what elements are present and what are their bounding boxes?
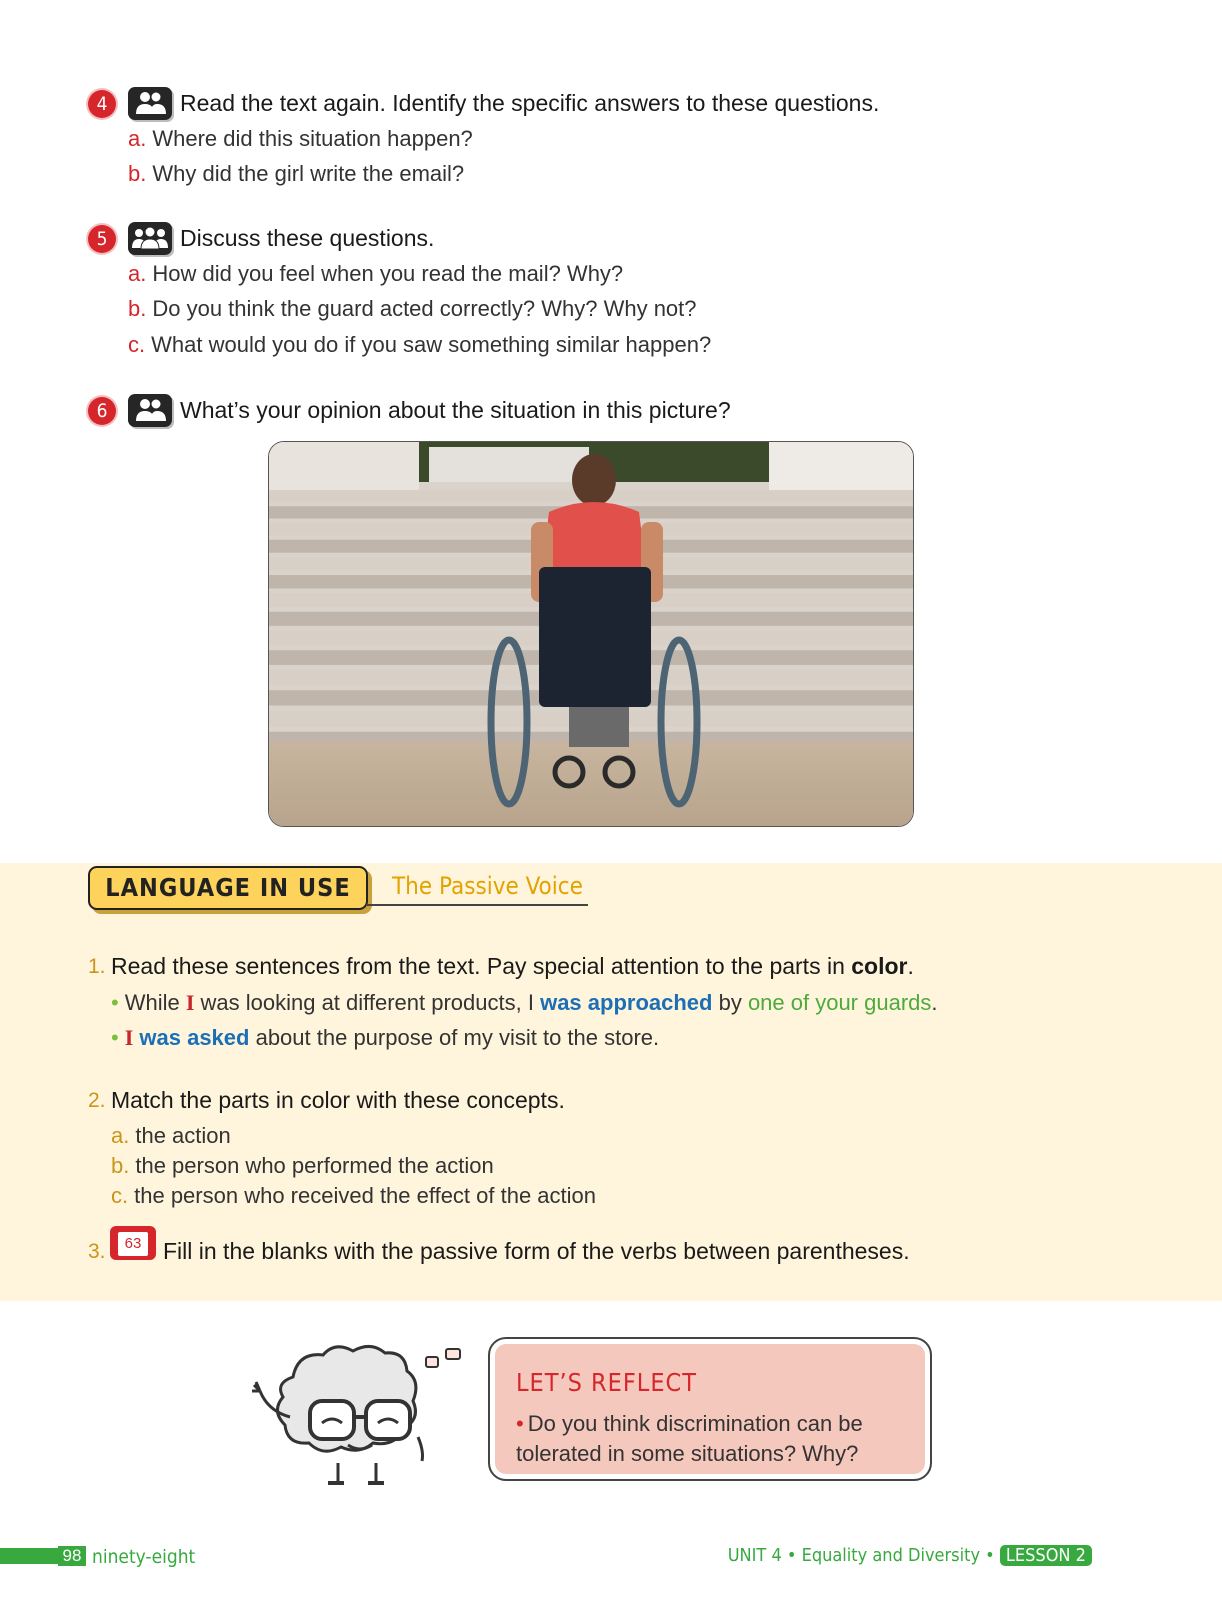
activity-title: Discuss these questions. bbox=[180, 225, 435, 251]
item-instruction: Read these sentences from the text. Pay special attention to the parts in color. bbox=[111, 953, 914, 979]
reflect-title: LET’S REFLECT bbox=[516, 1368, 697, 1397]
item-number: 3. bbox=[88, 1240, 106, 1263]
language-in-use-section bbox=[0, 863, 1222, 1301]
lesson-badge: LESSON 2 bbox=[1000, 1545, 1092, 1566]
example-sentence: • While I was looking at different products, I was approached by one of your guards. bbox=[111, 990, 938, 1015]
question-item: a. How did you feel when you read the mail? Why? bbox=[128, 261, 624, 286]
workbook-page-icon bbox=[110, 1226, 156, 1260]
example-sentence: • I was asked about the purpose of my visit to the store. bbox=[111, 1025, 660, 1050]
group-work-icon bbox=[128, 222, 172, 255]
item-number: 2. bbox=[88, 1089, 106, 1112]
concept-item: a. the action bbox=[111, 1123, 231, 1148]
pair-work-icon bbox=[128, 394, 172, 427]
topic-underline bbox=[366, 904, 588, 906]
question-item: b. Do you think the guard acted correctly? Why? Why not? bbox=[128, 296, 697, 321]
item-number: 1. bbox=[88, 955, 106, 978]
concept-item: b. the person who performed the action bbox=[111, 1153, 494, 1178]
page-number: 98 bbox=[58, 1546, 86, 1566]
activity-number-badge: 6 bbox=[88, 397, 116, 425]
item-instruction: Fill in the blanks with the passive form of the verbs between parentheses. bbox=[163, 1238, 910, 1264]
pair-work-icon bbox=[128, 87, 172, 120]
concept-item: c. the person who received the effect of the action bbox=[111, 1183, 597, 1208]
activity-title: What’s your opinion about the situation in this picture? bbox=[180, 397, 731, 423]
bullet-icon: • bbox=[111, 1025, 119, 1050]
topic-title: The Passive Voice bbox=[392, 872, 583, 900]
bullet-icon: • bbox=[516, 1411, 524, 1436]
page-number-words: ninety-eight bbox=[92, 1546, 196, 1568]
bullet-icon: • bbox=[111, 990, 119, 1015]
workbook-page-number: 63 bbox=[124, 1235, 142, 1252]
question-item: c. What would you do if you saw something similar happen? bbox=[128, 332, 712, 357]
language-in-use-label: LANGUAGE IN USE bbox=[88, 866, 368, 910]
activity-title: Read the text again. Identify the specific answers to these questions. bbox=[180, 90, 880, 116]
reflect-question: • Do you think discrimination can be tolerated in some situations? Why? bbox=[516, 1411, 863, 1466]
wheelchair-stairs-photo bbox=[268, 441, 914, 827]
question-item: a. Where did this situation happen? bbox=[128, 126, 473, 151]
item-instruction: Match the parts in color with these concepts. bbox=[111, 1087, 565, 1113]
question-item: b. Why did the girl write the email? bbox=[128, 161, 465, 186]
brain-mascot-illustration bbox=[248, 1337, 478, 1487]
unit-info: UNIT 4 • Equality and Diversity • LESSON 2 bbox=[728, 1545, 1092, 1566]
activity-number-badge: 4 bbox=[88, 90, 116, 118]
activity-number-badge: 5 bbox=[88, 225, 116, 253]
